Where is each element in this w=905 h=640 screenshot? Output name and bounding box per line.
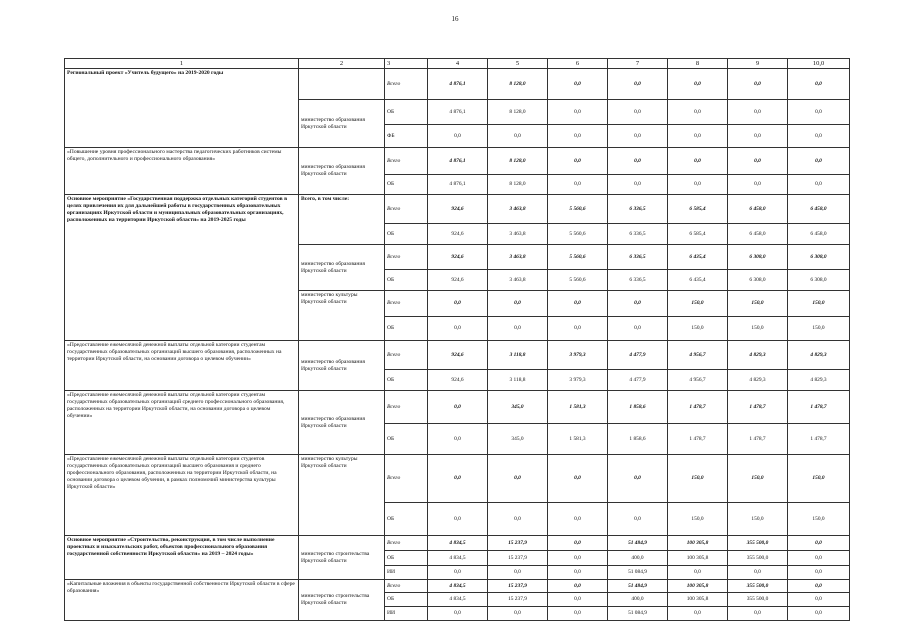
source-label: ОБ xyxy=(385,100,428,125)
value-cell: 5 560,6 xyxy=(548,245,608,270)
value-cell: 150,0 xyxy=(728,291,788,317)
value-cell: 4 829,3 xyxy=(788,341,850,370)
value-cell: 8 128,0 xyxy=(488,175,548,195)
value-cell: 4 956,7 xyxy=(668,370,728,391)
value-cell: 1 478,7 xyxy=(668,391,728,424)
col-header: 4 xyxy=(428,59,488,69)
source-label: Всего xyxy=(385,245,428,270)
value-cell: 150,0 xyxy=(788,455,850,503)
col-header: 10,0 xyxy=(788,59,850,69)
value-cell: 1 478,7 xyxy=(728,391,788,424)
value-cell: 0,0 xyxy=(668,148,728,175)
value-cell: 0,0 xyxy=(608,100,668,125)
event-title: Основное мероприятие «Государственная поддержка отдельных категорий студентов в целях привлечения их для дальнейшей работы в государственных образовательных организациях Иркутской области и муниципальных образовательных организациях, расположенных на территории Иркутской области» на 2019-2025 годы xyxy=(65,195,299,341)
value-cell: 0,0 xyxy=(488,503,548,536)
value-cell: 400,0 xyxy=(608,593,668,607)
value-cell: 150,0 xyxy=(728,455,788,503)
value-cell: 0,0 xyxy=(548,317,608,341)
value-cell: 0,0 xyxy=(548,148,608,175)
value-cell: 355 500,0 xyxy=(728,551,788,566)
value-cell: 0,0 xyxy=(608,317,668,341)
source-label: Всего xyxy=(385,536,428,551)
value-cell: 0,0 xyxy=(668,607,728,621)
col-header: 3 xyxy=(385,59,428,69)
organization: министерство культуры Иркутской области xyxy=(299,291,385,341)
value-cell: 5 560,6 xyxy=(548,195,608,224)
value-cell: 6 336,5 xyxy=(608,224,668,245)
value-cell: 100 305,8 xyxy=(668,536,728,551)
value-cell: 51 084,9 xyxy=(608,607,668,621)
value-cell: 924,6 xyxy=(428,341,488,370)
value-cell: 0,0 xyxy=(788,125,850,148)
value-cell: 150,0 xyxy=(668,291,728,317)
value-cell: 0,0 xyxy=(548,100,608,125)
col-header: 1 xyxy=(65,59,299,69)
value-cell: 0,0 xyxy=(668,69,728,100)
value-cell: 6 458,0 xyxy=(788,224,850,245)
value-cell: 0,0 xyxy=(548,175,608,195)
value-cell: 100 305,8 xyxy=(668,593,728,607)
value-cell: 5 560,6 xyxy=(548,270,608,291)
value-cell: 0,0 xyxy=(488,607,548,621)
event-title: Региональный проект «Учитель будущего» на 2019-2020 годы xyxy=(65,69,299,148)
value-cell: 3 463,8 xyxy=(488,245,548,270)
value-cell: 0,0 xyxy=(428,566,488,580)
value-cell: 0,0 xyxy=(668,175,728,195)
value-cell: 0,0 xyxy=(788,593,850,607)
value-cell: 0,0 xyxy=(488,291,548,317)
value-cell: 6 585,4 xyxy=(668,224,728,245)
value-cell: 6 308,0 xyxy=(788,245,850,270)
value-cell: 0,0 xyxy=(608,175,668,195)
funding-table xyxy=(64,58,850,621)
value-cell: 0,0 xyxy=(488,455,548,503)
value-cell: 6 308,0 xyxy=(728,245,788,270)
value-cell: 6 458,0 xyxy=(728,195,788,224)
value-cell: 4 834,5 xyxy=(428,551,488,566)
value-cell: 8 128,0 xyxy=(488,69,548,100)
organization: министерство строительства Иркутской области xyxy=(299,580,385,621)
value-cell: 3 118,8 xyxy=(488,341,548,370)
source-label: ФБ xyxy=(385,125,428,148)
value-cell: 0,0 xyxy=(428,391,488,424)
value-cell: 4 876,1 xyxy=(428,100,488,125)
value-cell: 3 463,8 xyxy=(488,195,548,224)
table-row xyxy=(65,536,850,551)
value-cell: 0,0 xyxy=(548,69,608,100)
value-cell: 0,0 xyxy=(608,69,668,100)
value-cell: 100 305,8 xyxy=(668,551,728,566)
value-cell: 0,0 xyxy=(728,607,788,621)
value-cell: 6 458,0 xyxy=(728,224,788,245)
value-cell: 150,0 xyxy=(788,317,850,341)
value-cell: 6 435,4 xyxy=(668,270,728,291)
value-cell: 345,0 xyxy=(488,391,548,424)
value-cell: 6 435,4 xyxy=(668,245,728,270)
value-cell: 6 308,0 xyxy=(728,270,788,291)
value-cell: 355 500,0 xyxy=(728,593,788,607)
table-row xyxy=(65,455,850,503)
value-cell: 3 979,3 xyxy=(548,370,608,391)
value-cell: 15 237,9 xyxy=(488,593,548,607)
source-label: Всего xyxy=(385,148,428,175)
value-cell: 15 237,9 xyxy=(488,580,548,593)
event-title: «Предоставление ежемесячной денежной выплаты отдельной категории студентам государственных образовательных организаций высшего образования, расположенных на территории Иркутской области, на основании договора о целевом обучении» xyxy=(65,341,299,391)
source-label: ОБ xyxy=(385,317,428,341)
value-cell: 150,0 xyxy=(728,317,788,341)
source-label: Всего xyxy=(385,291,428,317)
value-cell: 15 237,9 xyxy=(488,536,548,551)
value-cell: 0,0 xyxy=(788,69,850,100)
value-cell: 924,6 xyxy=(428,245,488,270)
source-label: ИИ xyxy=(385,566,428,580)
value-cell: 4 829,3 xyxy=(788,370,850,391)
value-cell: 0,0 xyxy=(788,551,850,566)
value-cell: 0,0 xyxy=(548,566,608,580)
value-cell: 0,0 xyxy=(428,125,488,148)
source-label: Всего xyxy=(385,69,428,100)
event-title: Основное мероприятие «Строительство, реконструкция, в том числе выполнение проектных и изыскательских работ, объектов профессионального образования государственной собственности Иркутской области» на 2019 – 2024 годы» xyxy=(65,536,299,580)
value-cell: 0,0 xyxy=(548,551,608,566)
value-cell: 0,0 xyxy=(788,100,850,125)
value-cell: 0,0 xyxy=(548,503,608,536)
value-cell: 150,0 xyxy=(728,503,788,536)
source-label: ОБ xyxy=(385,224,428,245)
value-cell: 1 478,7 xyxy=(788,424,850,455)
value-cell: 924,6 xyxy=(428,370,488,391)
value-cell: 0,0 xyxy=(728,69,788,100)
value-cell: 0,0 xyxy=(428,291,488,317)
event-title: «Повышение уровня профессионального мастерства педагогических работников системы общего, дополнительного и профессионального образования» xyxy=(65,148,299,195)
value-cell: 924,6 xyxy=(428,195,488,224)
value-cell: 5 560,6 xyxy=(548,224,608,245)
organization: министерство образования Иркутской области xyxy=(299,100,385,148)
value-cell: 0,0 xyxy=(428,424,488,455)
value-cell: 1 581,3 xyxy=(548,391,608,424)
value-cell: 0,0 xyxy=(788,607,850,621)
value-cell: 1 858,6 xyxy=(608,424,668,455)
value-cell: 0,0 xyxy=(608,455,668,503)
value-cell: 0,0 xyxy=(668,100,728,125)
value-cell: 8 128,0 xyxy=(488,148,548,175)
org-cell-empty xyxy=(299,69,385,100)
value-cell: 51 084,9 xyxy=(608,566,668,580)
value-cell: 0,0 xyxy=(428,503,488,536)
col-header: 8 xyxy=(668,59,728,69)
value-cell: 1 858,6 xyxy=(608,391,668,424)
value-cell: 51 484,9 xyxy=(608,580,668,593)
table-row xyxy=(65,195,850,224)
value-cell: 0,0 xyxy=(668,566,728,580)
value-cell: 345,0 xyxy=(488,424,548,455)
value-cell: 4 834,5 xyxy=(428,593,488,607)
value-cell: 3 463,8 xyxy=(488,270,548,291)
value-cell: 4 829,3 xyxy=(728,370,788,391)
value-cell: 4 876,1 xyxy=(428,175,488,195)
value-cell: 0,0 xyxy=(728,566,788,580)
source-label: Всего xyxy=(385,391,428,424)
value-cell: 1 478,7 xyxy=(788,391,850,424)
value-cell: 0,0 xyxy=(548,580,608,593)
value-cell: 4 876,1 xyxy=(428,69,488,100)
value-cell: 6 336,5 xyxy=(608,245,668,270)
source-label: ОБ xyxy=(385,551,428,566)
value-cell: 6 458,0 xyxy=(788,195,850,224)
value-cell: 6 336,5 xyxy=(608,270,668,291)
value-cell: 150,0 xyxy=(668,503,728,536)
organization: министерство культуры Иркутской области xyxy=(299,455,385,536)
col-header: 5 xyxy=(488,59,548,69)
organization: министерство образования Иркутской области xyxy=(299,245,385,291)
source-label: ОБ xyxy=(385,370,428,391)
value-cell: 0,0 xyxy=(488,317,548,341)
header-row xyxy=(65,59,850,69)
value-cell: 0,0 xyxy=(428,455,488,503)
value-cell: 4 834,5 xyxy=(428,536,488,551)
table-row xyxy=(65,580,850,593)
value-cell: 0,0 xyxy=(488,125,548,148)
value-cell: 0,0 xyxy=(728,175,788,195)
value-cell: 1 478,7 xyxy=(728,424,788,455)
value-cell: 1 478,7 xyxy=(668,424,728,455)
table-row xyxy=(65,391,850,424)
value-cell: 4 834,5 xyxy=(428,580,488,593)
value-cell: 100 305,8 xyxy=(668,580,728,593)
value-cell: 400,0 xyxy=(608,551,668,566)
value-cell: 0,0 xyxy=(788,148,850,175)
source-label: ОБ xyxy=(385,424,428,455)
value-cell: 0,0 xyxy=(548,607,608,621)
value-cell: 6 336,5 xyxy=(608,195,668,224)
value-cell: 0,0 xyxy=(548,536,608,551)
table-row xyxy=(65,341,850,370)
value-cell: 924,6 xyxy=(428,224,488,245)
value-cell: 0,0 xyxy=(788,566,850,580)
value-cell: 4 956,7 xyxy=(668,341,728,370)
value-cell: 150,0 xyxy=(788,503,850,536)
organization: министерство образования Иркутской области xyxy=(299,148,385,195)
col-header: 9 xyxy=(728,59,788,69)
col-header: 6 xyxy=(548,59,608,69)
source-label: Всего xyxy=(385,580,428,593)
source-label: ОБ xyxy=(385,175,428,195)
value-cell: 0,0 xyxy=(788,175,850,195)
organization: министерство строительства Иркутской области xyxy=(299,536,385,580)
value-cell: 15 237,9 xyxy=(488,551,548,566)
value-cell: 8 128,0 xyxy=(488,100,548,125)
value-cell: 6 585,4 xyxy=(668,195,728,224)
event-title: «Капитальные вложения в объекты государственной собственности Иркутской области в сфере образования» xyxy=(65,580,299,621)
value-cell: 0,0 xyxy=(788,536,850,551)
value-cell: 0,0 xyxy=(728,100,788,125)
value-cell: 51 484,9 xyxy=(608,536,668,551)
value-cell: 0,0 xyxy=(548,455,608,503)
value-cell: 6 308,0 xyxy=(788,270,850,291)
value-cell: 0,0 xyxy=(608,503,668,536)
event-title: «Предоставление ежемесячной денежной выплаты отдельной категории студентам государственных образовательных организаций среднего профессионального образования, расположенных на территории Иркутской области, на основании договора о целевом обучении» xyxy=(65,391,299,455)
value-cell: 924,6 xyxy=(428,270,488,291)
event-title: «Предоставление ежемесячной денежной выплаты отдельной категории студентов государственных образовательных организаций высшего образования и среднего профессионального образования, расположенных на территории Иркутской области, на основании договора о целевом обучении, в рамках полномочий министерства культуры Иркутской области» xyxy=(65,455,299,536)
col-header: 7 xyxy=(608,59,668,69)
value-cell: 150,0 xyxy=(788,291,850,317)
value-cell: 0,0 xyxy=(428,317,488,341)
value-cell: 4 477,9 xyxy=(608,341,668,370)
value-cell: 0,0 xyxy=(548,593,608,607)
source-label: Всего xyxy=(385,455,428,503)
source-label: ИИ xyxy=(385,607,428,621)
value-cell: 0,0 xyxy=(548,125,608,148)
table-row xyxy=(65,148,850,175)
source-label: ОБ xyxy=(385,593,428,607)
value-cell: 0,0 xyxy=(668,125,728,148)
organization: министерство образования Иркутской области xyxy=(299,391,385,455)
col-header: 2 xyxy=(299,59,385,69)
source-label: ОБ xyxy=(385,270,428,291)
source-label: Всего xyxy=(385,195,428,224)
source-label: ОБ xyxy=(385,503,428,536)
source-label: Всего xyxy=(385,341,428,370)
value-cell: 0,0 xyxy=(548,291,608,317)
value-cell: 0,0 xyxy=(788,580,850,593)
organization-total: Всего, в том числе: xyxy=(299,195,385,245)
value-cell: 355 500,0 xyxy=(728,580,788,593)
value-cell: 3 118,8 xyxy=(488,370,548,391)
value-cell: 355 500,0 xyxy=(728,536,788,551)
value-cell: 4 829,3 xyxy=(728,341,788,370)
value-cell: 3 979,3 xyxy=(548,341,608,370)
value-cell: 1 581,3 xyxy=(548,424,608,455)
organization: министерство образования Иркутской области xyxy=(299,341,385,391)
value-cell: 0,0 xyxy=(488,566,548,580)
value-cell: 0,0 xyxy=(728,148,788,175)
value-cell: 0,0 xyxy=(608,125,668,148)
value-cell: 150,0 xyxy=(668,455,728,503)
value-cell: 0,0 xyxy=(428,607,488,621)
value-cell: 4 477,9 xyxy=(608,370,668,391)
value-cell: 150,0 xyxy=(668,317,728,341)
value-cell: 3 463,8 xyxy=(488,224,548,245)
value-cell: 0,0 xyxy=(728,125,788,148)
value-cell: 0,0 xyxy=(608,291,668,317)
value-cell: 0,0 xyxy=(608,148,668,175)
table-row xyxy=(65,69,850,100)
page-number: 16 xyxy=(451,15,459,23)
value-cell: 4 876,1 xyxy=(428,148,488,175)
